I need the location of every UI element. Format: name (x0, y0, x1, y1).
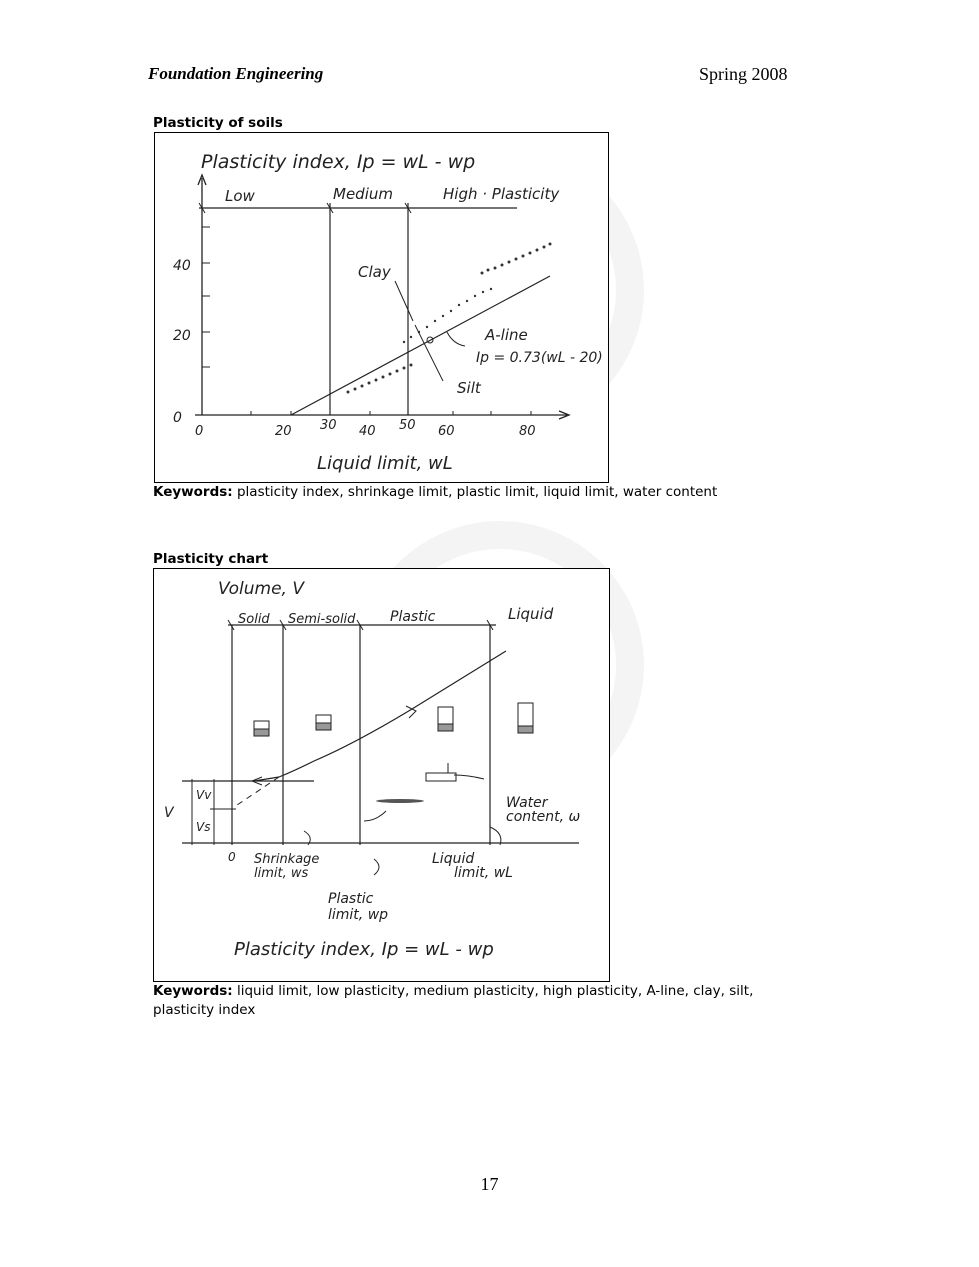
figure2-sketch (153, 568, 610, 982)
fig2-water-content-2: content, ω (506, 809, 581, 825)
fig1-xtick-60: 60 (438, 424, 455, 439)
fig1-clay-points (403, 243, 552, 344)
fig2-water-content-1: Water (506, 795, 548, 811)
fig2-state-semisolid: Semi-solid (288, 612, 356, 627)
fig2-y-axis-label: Volume, V (218, 579, 304, 599)
figure2-keywords (153, 982, 753, 1020)
figure1-keywords-label: Keywords: (153, 484, 233, 500)
figure1-title: Plasticity of soils (153, 115, 283, 131)
fig2-origin: 0 (228, 850, 236, 864)
figure2-title: Plasticity chart (153, 551, 269, 567)
fig1-xtick-40: 40 (359, 424, 376, 439)
figure2-keywords-text1: liquid limit, low plasticity, medium plasticity, high plasticity, A-line, clay, silt, (236, 983, 754, 999)
fig2-vv-label: Vv (196, 788, 212, 802)
figure1-keywords-text: plasticity index, shrinkage limit, plastic limit, liquid limit, water content (236, 484, 718, 500)
term-label: Spring 2008 (699, 64, 788, 84)
fig1-xtick-0: 0 (195, 424, 204, 439)
fig1-ytick-40: 40 (173, 258, 191, 274)
fig2-state-liquid: Liquid (508, 605, 554, 623)
figure2-keywords-line1 (153, 982, 753, 1001)
fig2-state-solid: Solid (238, 612, 270, 627)
fig1-y-axis-label: Plasticity index, Ip = wL - wp (201, 151, 476, 173)
fig1-x-axis-label: Liquid limit, wL (317, 453, 453, 474)
fig1-silt-label: Silt (457, 379, 481, 397)
fig2-plastic-2: limit, wp (328, 907, 389, 923)
fig1-aline-equation: Ip = 0.73(wL - 20) (476, 350, 603, 366)
figure2-keywords-label: Keywords: (153, 983, 233, 999)
fig2-state-plastic: Plastic (390, 609, 436, 625)
fig1-xtick-80: 80 (519, 424, 536, 439)
fig2-v-label: V (164, 805, 174, 821)
course-title: Foundation Engineering (148, 64, 324, 83)
fig1-xtick-30: 30 (320, 418, 337, 433)
fig1-ytick-0: 0 (173, 410, 182, 426)
fig1-zone-high: High · Plasticity (443, 185, 560, 203)
fig2-bottom-label: Plasticity index, Ip = wL - wp (234, 939, 494, 960)
fig2-shrinkage-2: limit, ws (254, 866, 309, 881)
figure1-sketch (154, 132, 609, 483)
fig1-clay-label: Clay (358, 263, 391, 281)
fig1-zone-low: Low (225, 187, 255, 205)
fig1-aline-label: A-line (485, 326, 528, 344)
fig2-vs-label: Vs (196, 820, 211, 834)
fig2-liquid-1: Liquid (432, 851, 475, 867)
fig1-zone-medium: Medium (333, 185, 393, 203)
fig1-xtick-20: 20 (275, 424, 292, 439)
fig1-xtick-50: 50 (399, 418, 416, 433)
fig2-plastic-1: Plastic (328, 891, 374, 907)
figure2-keywords-line2: plasticity index (153, 1002, 256, 1018)
fig1-ytick-20: 20 (173, 328, 191, 344)
fig2-shrinkage-1: Shrinkage (254, 852, 320, 867)
fig2-liquid-2: limit, wL (454, 865, 513, 881)
figure1-keywords (153, 483, 717, 502)
page-number: 17 (480, 1174, 499, 1194)
